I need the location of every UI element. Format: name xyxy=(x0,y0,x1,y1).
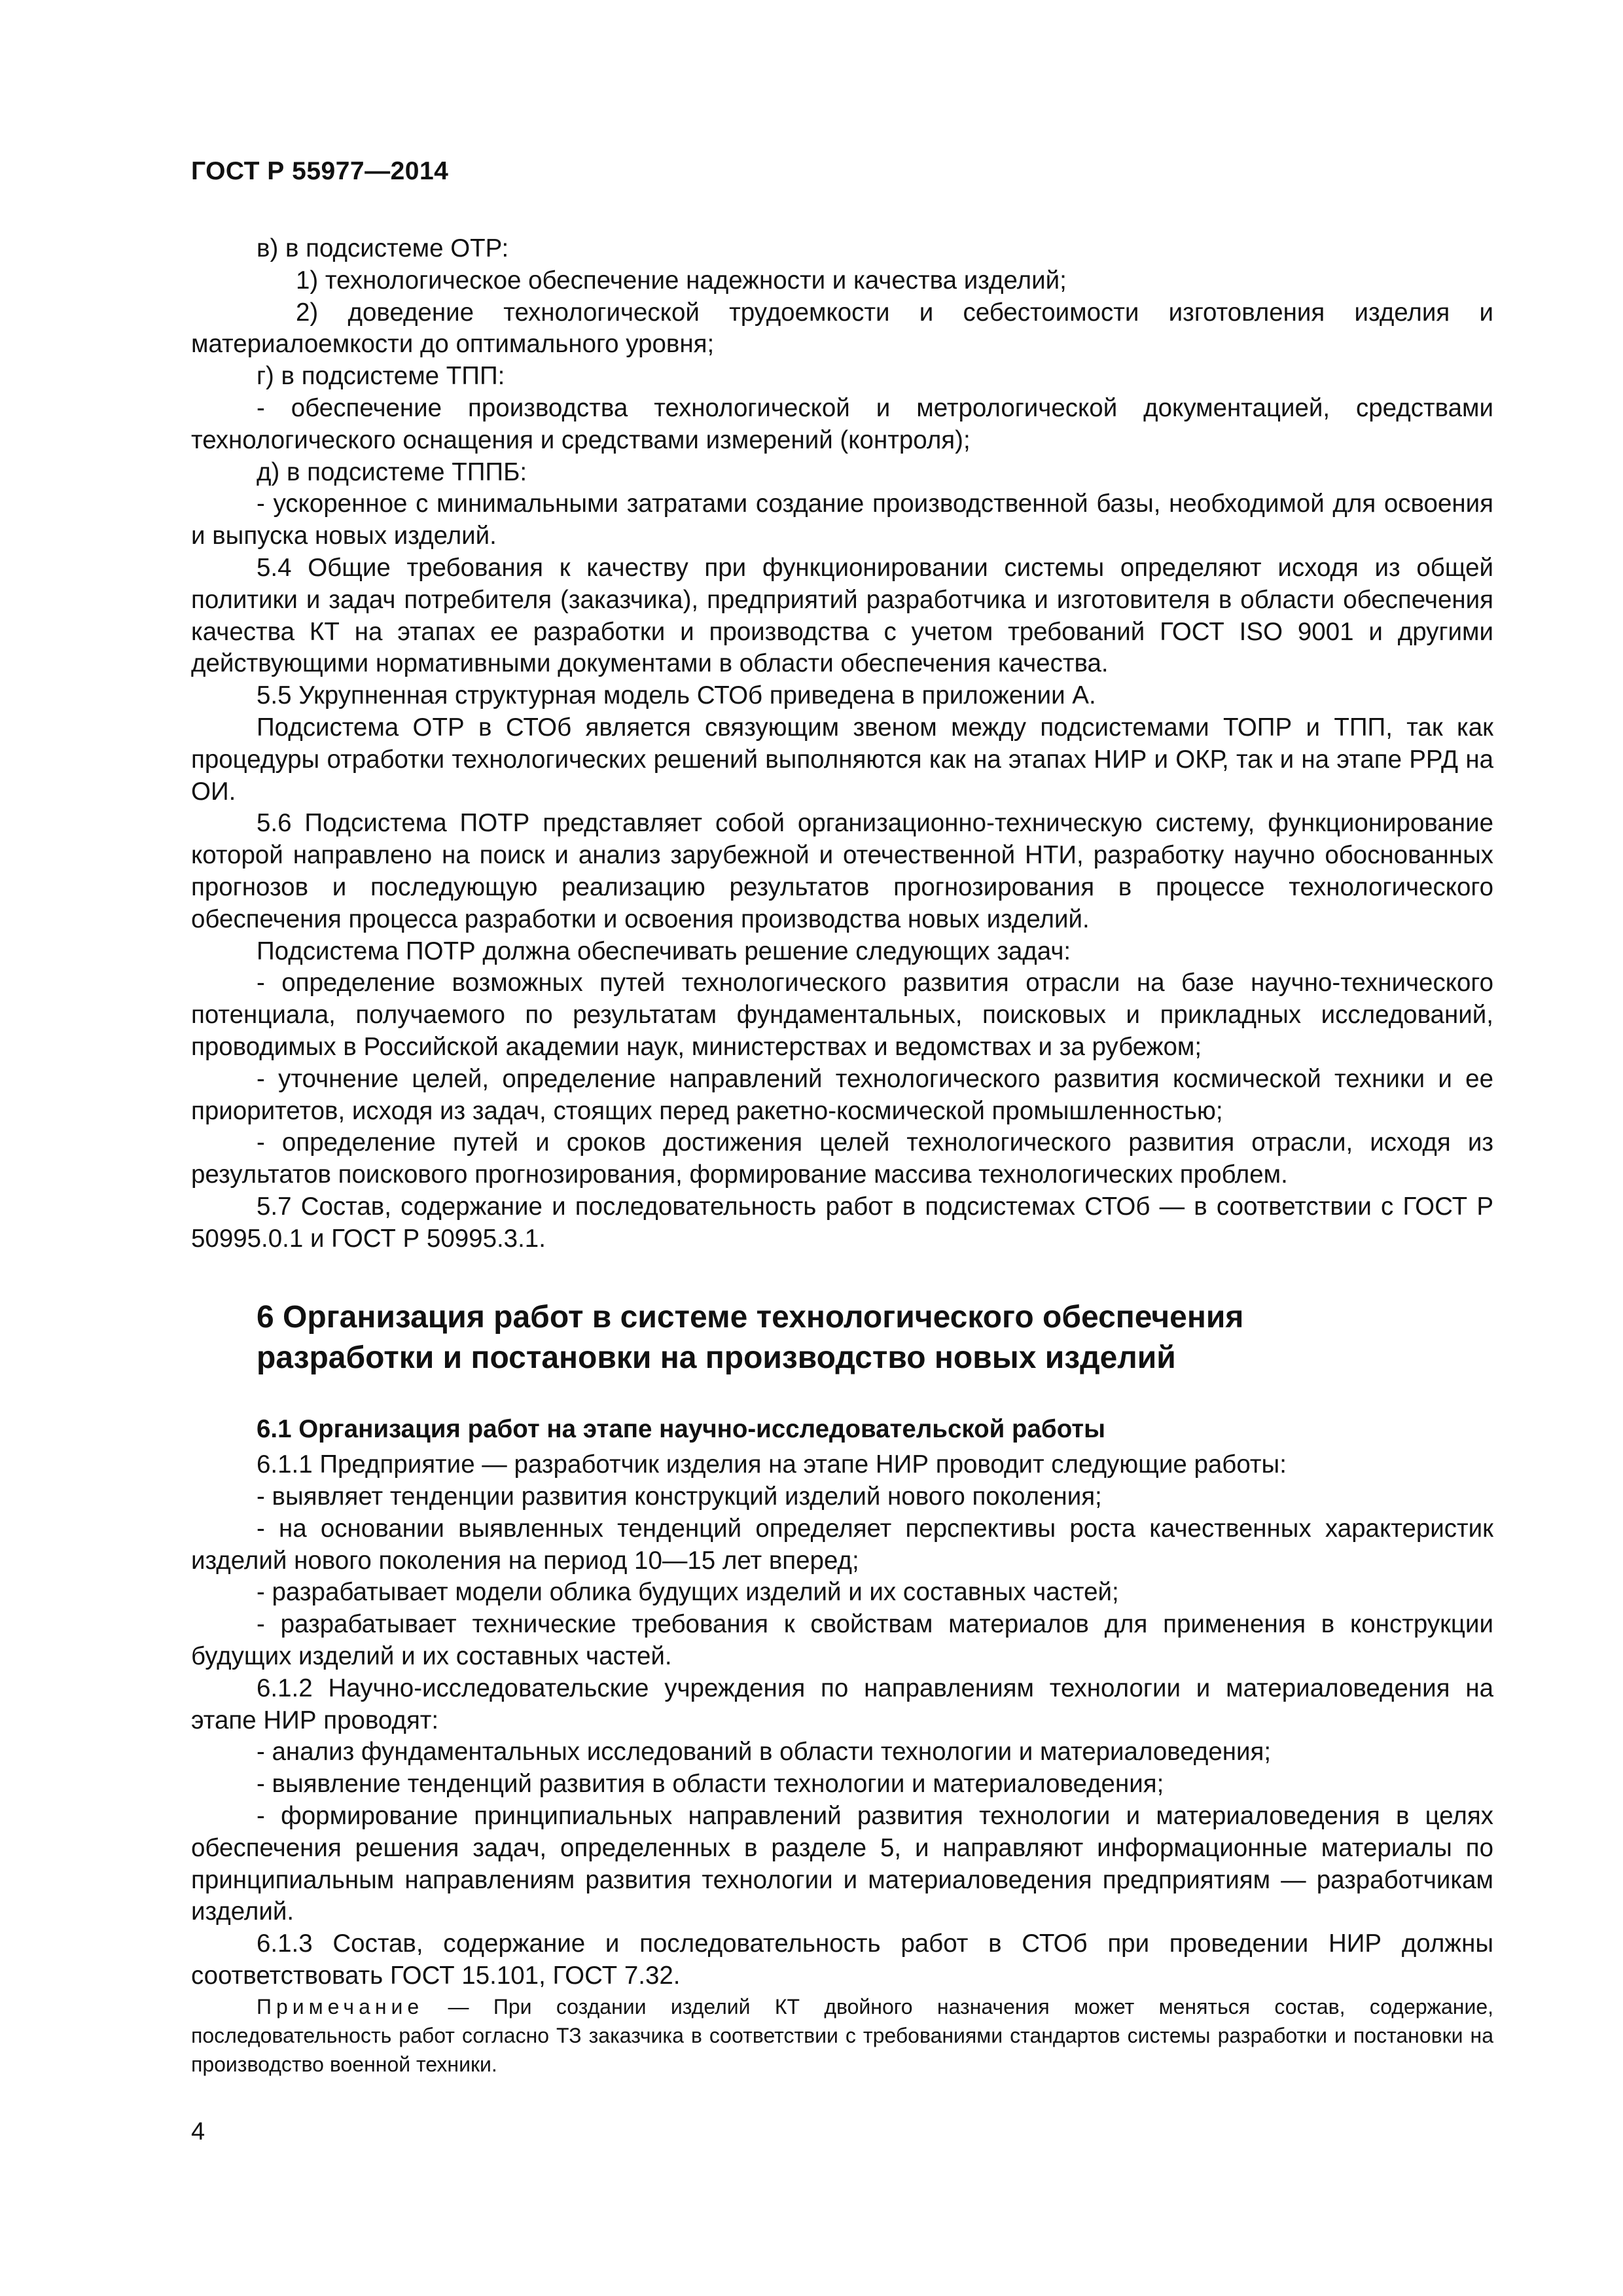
note-text: — При создании изделий КТ двойного назначения может меняться состав, содержание, последовательность работ согласно ТЗ заказчика в соответствии с требованиями стандартов системы разработки и постановки на производство военной техники. xyxy=(191,1994,1494,2076)
list-item-6-1-2-b: - выявление тенденций развития в области технологии и материаловедения; xyxy=(257,1770,1164,1799)
list-item-potr-1: - определение возможных путей технологического развития отрасли на базе научно-технического потенциала, получаемого по результатам фундаментальных, поисковых и прикладных исследований, проводимых в Российской академии наук, министерствах и ведомствах и за рубежом; xyxy=(191,969,1493,1061)
list-item-6-1-1-c: - разрабатывает модели облика будущих изделий и их составных частей; xyxy=(257,1578,1119,1607)
clause-5-7: 5.7 Состав, содержание и последовательность работ в подсистемах СТОб — в соответствии с ГОСТ Р 50995.0.1 и ГОСТ Р 50995.3.1. xyxy=(191,1192,1493,1253)
list-item-g-dash: - обеспечение производства технологической и метрологической документацией, средствами технологического оснащения и средствами измерений (контроля); xyxy=(191,393,1493,454)
paragraph-potr-tasks: Подсистема ПОТР должна обеспечивать решение следующих задач: xyxy=(257,937,1071,965)
clause-5-4: 5.4 Общие требования к качеству при функционировании системы определяют исходя из общей политики и задач потребителя (заказчика), предприятий разработчика и изготовителя в области обеспечения качества КТ на этапах ее разработки и производства с учетом требований ГОСТ ISO 9001 и другими действующими нормативными документами в области обеспечения качества. xyxy=(191,553,1493,678)
page-number: 4 xyxy=(191,2118,205,2145)
document-header: ГОСТ Р 55977—2014 xyxy=(191,157,449,185)
list-item-g: г) в подсистеме ТПП: xyxy=(257,362,505,391)
section-6-1-heading: 6.1 Организация работ на этапе научно-исследовательской работы xyxy=(257,1414,1106,1443)
clause-6-1-3: 6.1.3 Состав, содержание и последовательность работ в СТОб при проведении НИР должны соответствовать ГОСТ 15.101, ГОСТ 7.32. xyxy=(191,1929,1493,1990)
section-6-heading xyxy=(191,1297,1493,1378)
list-item-potr-2: - уточнение целей, определение направлений технологического развития космической техники и ее приоритетов, исходя из задач, стоящих перед ракетно-космической промышленностью; xyxy=(191,1064,1493,1125)
list-item-v: в) в подсистеме ОТР: xyxy=(257,234,509,262)
clause-5-5: 5.5 Укрупненная структурная модель СТОб приведена в приложении А. xyxy=(257,681,1096,710)
paragraph-otr: Подсистема ОТР в СТОб является связующим звеном между подсистемами ТОПР и ТПП, так как процедуры отработки технологических решений выполняются как на этапах НИР и ОКР, так и на этапе РРД на ОИ. xyxy=(191,713,1493,806)
list-item-v-2: 2) доведение технологической трудоемкости и себестоимости изготовления изделия и материалоемкости до оптимального уровня; xyxy=(191,298,1493,359)
list-item-6-1-1-a: - выявляет тенденции развития конструкций изделий нового поколения; xyxy=(257,1482,1102,1511)
list-item-6-1-2-c: - формирование принципиальных направлений развития технологии и материаловедения в целях обеспечения решения задач, определенных в разделе 5, и направляют информационные материалы по принципиальным направлениям развития технологии и материаловедения предприятиям — разработчикам изделий. xyxy=(191,1802,1493,1926)
clause-6-1-2: 6.1.2 Научно-исследовательские учреждения по направлениям технологии и материаловедения на этапе НИР проводят: xyxy=(191,1674,1493,1734)
list-item-d-dash: - ускоренное с минимальными затратами создание производственной базы, необходимой для освоения и выпуска новых изделий. xyxy=(191,490,1493,550)
clause-5-6: 5.6 Подсистема ПОТР представляет собой организационно-техническую систему, функционирование которой направлено на поиск и анализ зарубежной и отечественной НТИ, разработку научно обоснованных прогнозов и последующую реализацию результатов прогнозирования в процессе технологического обеспечения процесса разработки и освоения производства новых изделий. xyxy=(191,809,1493,933)
document-body xyxy=(191,233,1493,2079)
note-label: Примечание xyxy=(257,1994,424,2018)
list-item-potr-3: - определение путей и сроков достижения целей технологического развития отрасли, исходя из результатов поискового прогнозирования, формирование массива технологических проблем. xyxy=(191,1128,1493,1189)
section-6-heading-line1: 6 Организация работ в системе технологического обеспечения xyxy=(257,1299,1244,1335)
list-item-v-1: 1) технологическое обеспечение надежности и качества изделий; xyxy=(296,266,1067,295)
list-item-6-1-1-b: - на основании выявленных тенденций определяет перспективы роста качественных характеристик изделий нового поколения на период 10—15 лет вперед; xyxy=(191,1514,1493,1575)
section-6-heading-line2: разработки и постановки на производство новых изделий xyxy=(257,1340,1176,1375)
list-item-6-1-1-d: - разрабатывает технические требования к свойствам материалов для применения в конструкции будущих изделий и их составных частей. xyxy=(191,1610,1493,1671)
list-item-6-1-2-a: - анализ фундаментальных исследований в области технологии и материаловедения; xyxy=(257,1738,1272,1767)
note xyxy=(191,1992,1493,2079)
clause-6-1-1: 6.1.1 Предприятие — разработчик изделия на этапе НИР проводит следующие работы: xyxy=(257,1450,1287,1479)
list-item-d: д) в подсистеме ТППБ: xyxy=(257,457,527,486)
